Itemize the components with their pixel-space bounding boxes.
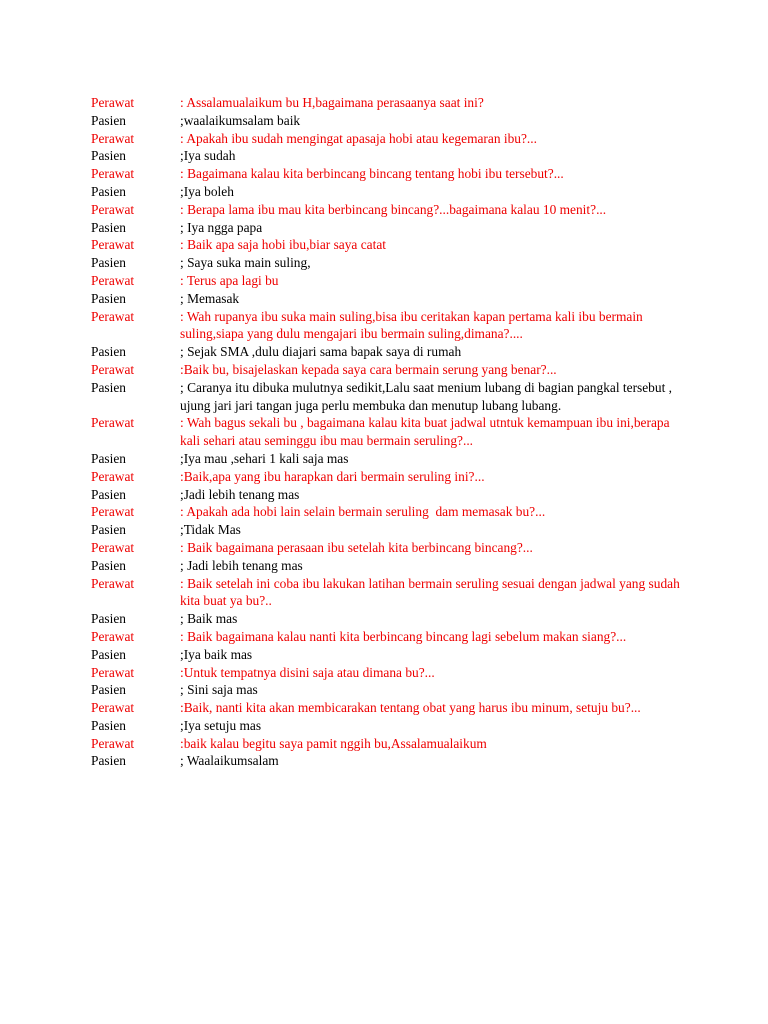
- nurse-line: [91, 236, 681, 254]
- patient-line: [91, 219, 681, 237]
- patient-line: [91, 681, 681, 699]
- utterance-text: : Bagaimana kalau kita berbincang bincang tentang hobi ibu tersebut?...: [180, 166, 564, 182]
- nurse-line: [91, 165, 681, 183]
- utterance-text: ; Saya suka main suling,: [180, 255, 311, 271]
- speaker-label: Pasien: [91, 183, 126, 199]
- nurse-line: [91, 201, 681, 219]
- patient-line: [91, 254, 681, 272]
- nurse-line: [91, 664, 681, 682]
- utterance-text: :Baik,apa yang ibu harapkan dari bermain seruling ini?...: [180, 468, 485, 484]
- speaker-label: Pasien: [91, 557, 126, 573]
- speaker-label: Perawat: [91, 95, 135, 110]
- patient-line: [91, 450, 681, 468]
- dialogue-transcript: [91, 94, 684, 770]
- speaker-label: Pasien: [91, 646, 126, 662]
- speaker-label: Pasien: [91, 344, 126, 360]
- speaker-label: Pasien: [91, 219, 126, 235]
- patient-line: [91, 752, 681, 770]
- patient-line: [91, 112, 681, 130]
- utterance-text: : Wah bagus sekali bu , bagaimana kalau kita buat jadwal utntuk kemampuan ibu ini,berapa kali sehari atau seminggu ibu mau bermain seruling?...: [180, 415, 673, 449]
- nurse-line: [91, 130, 681, 148]
- utterance-text: ; Caranya itu dibuka mulutnya sedikit,Lalu saat menium lubang di bagian pangkal tersebut , ujung jari jari tangan juga perlu membuka dan menutup lubang lubang.: [180, 379, 676, 413]
- nurse-line: [91, 699, 681, 717]
- utterance-text: ; Sini saja mas: [180, 682, 258, 698]
- speaker-label: Perawat: [91, 539, 135, 555]
- nurse-line: [91, 361, 681, 379]
- speaker-label: Perawat: [91, 468, 135, 484]
- utterance-text: : Apakah ada hobi lain selain bermain seruling dam memasak bu?...: [180, 504, 546, 520]
- speaker-label: Pasien: [91, 611, 126, 627]
- speaker-label: Pasien: [91, 290, 126, 306]
- speaker-label: Pasien: [91, 682, 126, 698]
- speaker-label: Pasien: [91, 486, 126, 502]
- speaker-label: Perawat: [91, 504, 135, 520]
- speaker-label: Pasien: [91, 148, 126, 164]
- speaker-label: Pasien: [91, 112, 126, 128]
- nurse-line: [91, 272, 681, 290]
- utterance-text: ; Waalaikumsalam: [180, 753, 279, 769]
- patient-line: [91, 290, 681, 308]
- utterance-text: ; Iya ngga papa: [180, 219, 263, 235]
- utterance-text: ;Tidak Mas: [180, 522, 241, 538]
- utterance-text: :Untuk tempatnya disini saja atau dimana bu?...: [180, 664, 435, 680]
- speaker-label: Perawat: [91, 201, 135, 217]
- utterance-text: ;Jadi lebih tenang mas: [180, 486, 300, 502]
- patient-line: [91, 610, 681, 628]
- speaker-label: Perawat: [91, 575, 135, 591]
- utterance-text: : Baik setelah ini coba ibu lakukan latihan bermain seruling sesuai dengan jadwal yang sudah kita buat ya bu?..: [180, 575, 684, 609]
- utterance-text: : Berapa lama ibu mau kita berbincang bincang?...bagaimana kalau 10 menit?...: [180, 201, 607, 217]
- speaker-label: Perawat: [91, 130, 135, 146]
- patient-line: [91, 183, 681, 201]
- speaker-label: Pasien: [91, 753, 126, 769]
- nurse-line: [91, 503, 681, 521]
- utterance-text: : Baik apa saja hobi ibu,biar saya catat: [180, 237, 386, 253]
- nurse-line: [91, 94, 681, 112]
- nurse-line: [91, 735, 681, 753]
- utterance-text: :baik kalau begitu saya pamit nggih bu,Assalamualaikum: [180, 735, 487, 751]
- patient-line: [91, 147, 681, 165]
- nurse-line: [91, 468, 681, 486]
- speaker-label: Perawat: [91, 308, 135, 324]
- nurse-line: [91, 575, 684, 611]
- speaker-label: Perawat: [91, 272, 135, 288]
- speaker-label: Perawat: [91, 415, 135, 431]
- nurse-line: [91, 308, 681, 344]
- utterance-text: ;Iya sudah: [180, 148, 236, 164]
- nurse-line: [91, 628, 681, 646]
- patient-line: [91, 379, 681, 415]
- speaker-label: Pasien: [91, 717, 126, 733]
- utterance-text: ;waalaikumsalam baik: [180, 112, 301, 128]
- utterance-text: :Baik bu, bisajelaskan kepada saya cara bermain serung yang benar?...: [180, 361, 557, 377]
- patient-line: [91, 343, 681, 361]
- utterance-text: ;Iya mau ,sehari 1 kali saja mas: [180, 450, 349, 466]
- speaker-label: Perawat: [91, 735, 135, 751]
- utterance-text: : Apakah ibu sudah mengingat apasaja hobi atau kegemaran ibu?...: [180, 130, 537, 146]
- utterance-text: ; Baik mas: [180, 611, 238, 627]
- utterance-text: ; Memasak: [180, 290, 240, 306]
- utterance-text: ; Jadi lebih tenang mas: [180, 557, 303, 573]
- speaker-label: Perawat: [91, 361, 135, 377]
- speaker-label: Pasien: [91, 522, 126, 538]
- utterance-text: ;Iya baik mas: [180, 646, 253, 662]
- speaker-label: Pasien: [91, 255, 126, 271]
- utterance-text: : Baik bagaimana kalau nanti kita berbincang bincang lagi sebelum makan siang?...: [180, 628, 627, 644]
- utterance-text: : Assalamualaikum bu H,bagaimana perasaanya saat ini?: [180, 95, 484, 110]
- speaker-label: Perawat: [91, 237, 135, 253]
- patient-line: [91, 521, 681, 539]
- speaker-label: Perawat: [91, 166, 135, 182]
- speaker-label: Perawat: [91, 664, 135, 680]
- nurse-line: [91, 539, 681, 557]
- utterance-text: : Terus apa lagi bu: [180, 272, 279, 288]
- utterance-text: ;Iya setuju mas: [180, 717, 262, 733]
- utterance-text: : Wah rupanya ibu suka main suling,bisa ibu ceritakan kapan pertama kali ibu bermain suling,siapa yang dulu mengajari ibu bermain suling,dimana?....: [180, 308, 647, 342]
- utterance-text: ;Iya boleh: [180, 183, 234, 199]
- nurse-line: [91, 414, 681, 450]
- utterance-text: :Baik, nanti kita akan membicarakan tentang obat yang harus ibu minum, setuju bu?...: [180, 700, 641, 716]
- utterance-text: : Baik bagaimana perasaan ibu setelah kita berbincang bincang?...: [180, 539, 533, 555]
- patient-line: [91, 717, 681, 735]
- speaker-label: Perawat: [91, 628, 135, 644]
- utterance-text: ; Sejak SMA ,dulu diajari sama bapak saya di rumah: [180, 344, 462, 360]
- speaker-label: Pasien: [91, 450, 126, 466]
- speaker-label: Pasien: [91, 379, 126, 395]
- speaker-label: Perawat: [91, 700, 135, 716]
- patient-line: [91, 486, 681, 504]
- patient-line: [91, 557, 681, 575]
- patient-line: [91, 646, 681, 664]
